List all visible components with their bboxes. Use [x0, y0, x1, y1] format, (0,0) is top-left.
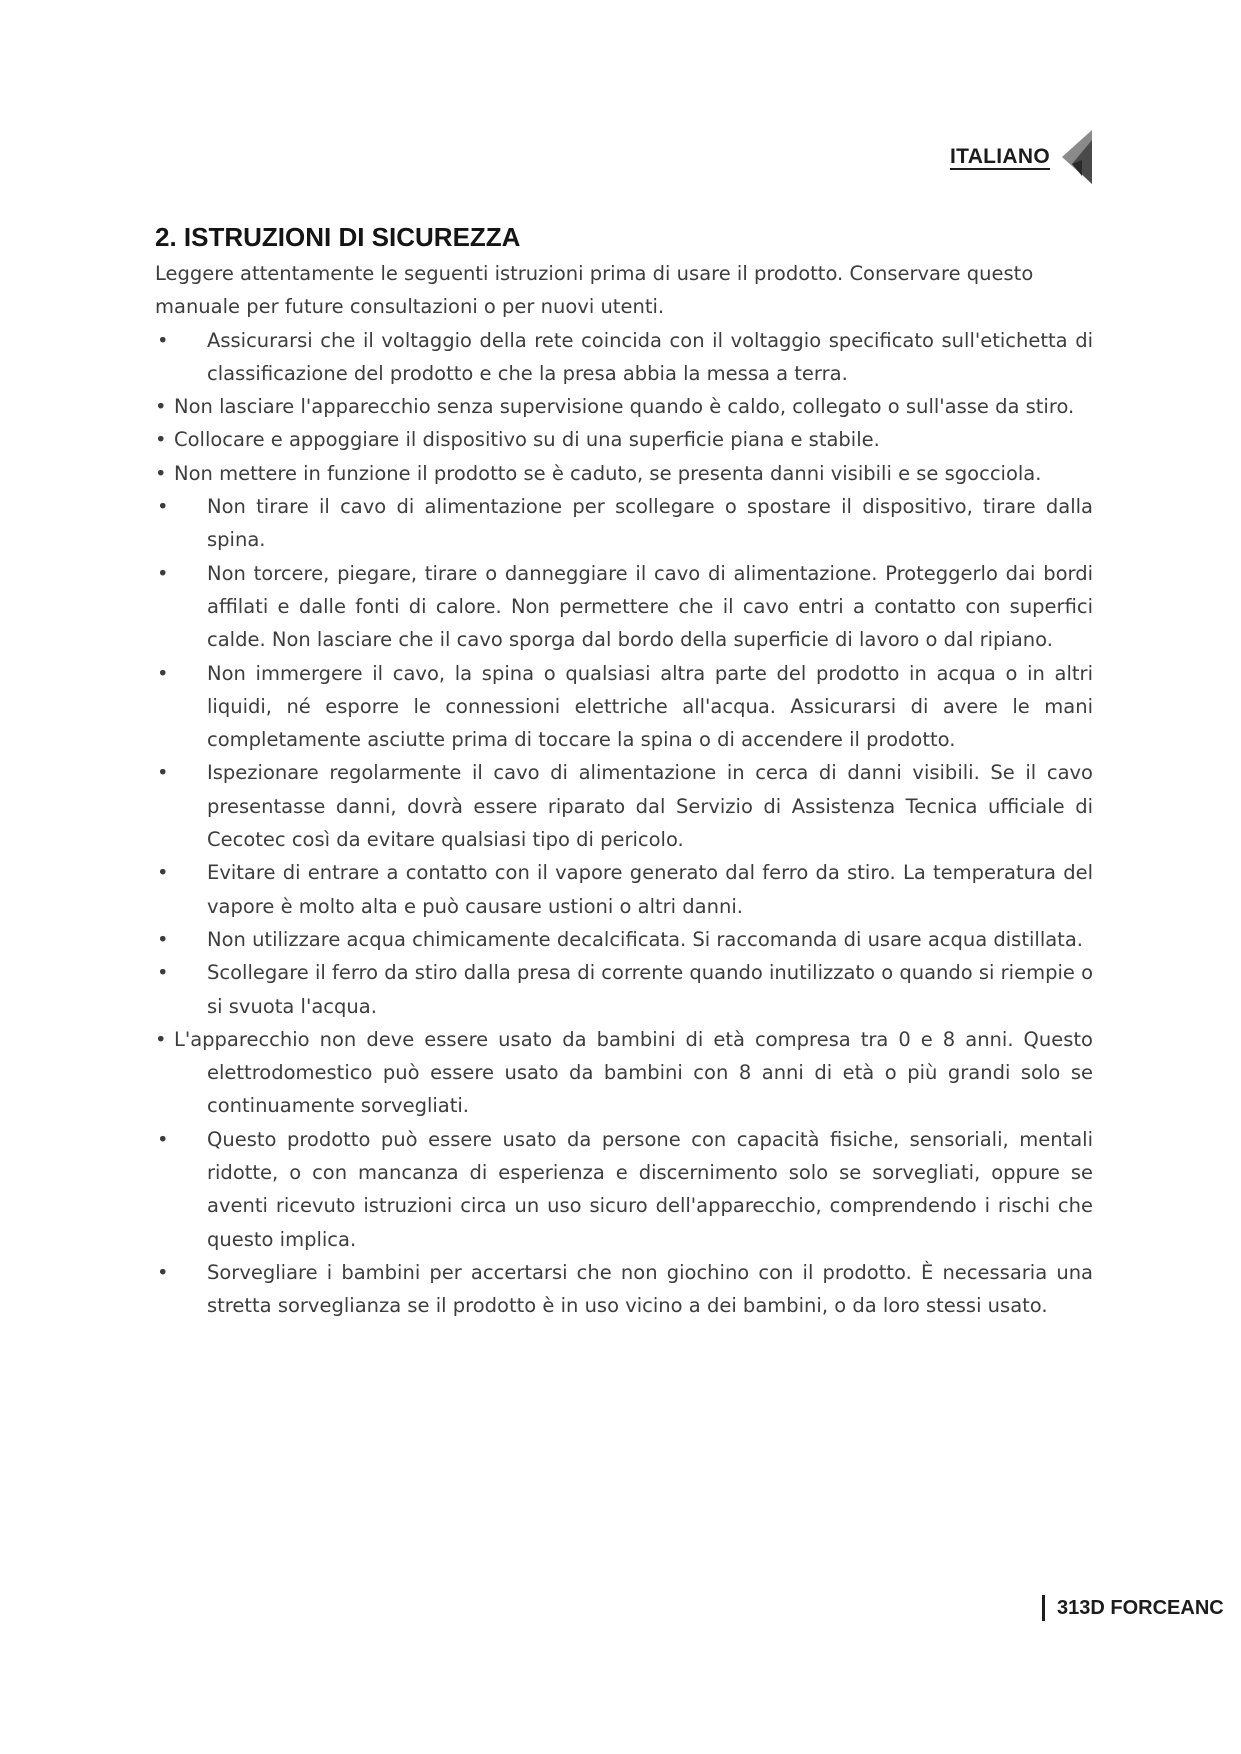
bullet-glyph: •	[155, 395, 167, 419]
bullet-glyph: •	[157, 1260, 169, 1284]
list-item-text: L'apparecchio non deve essere usato da bambini di età compresa tra 0 e 8 anni. Questo elettrodomestico può essere usato da bambini con 8 anni di età o più grandi solo se continuamente sorvegliati.	[174, 1027, 1093, 1118]
list-item-text: Non torcere, piegare, tirare o danneggiare il cavo di alimentazione. Proteggerlo dai bordi affilati e dalle fonti di calore. Non permettere che il cavo entri a contatto con superfici calde. Non lasciare che il cavo sporga dal bordo della superficie di lavoro o dal ripiano.	[207, 561, 1093, 652]
list-item	[155, 390, 1093, 423]
list-item-text: Non lasciare l'apparecchio senza supervisione quando è caldo, collegato o sull'asse da stiro.	[174, 395, 1075, 419]
list-item-text: Sorvegliare i bambini per accertarsi che non giochino con il prodotto. È necessaria una stretta sorveglianza se il prodotto è in uso vicino a dei bambini, o da loro stessi usato.	[207, 1260, 1093, 1318]
list-item	[155, 557, 1093, 657]
safety-list	[155, 324, 1093, 1323]
list-item	[155, 756, 1093, 856]
list-item	[155, 1023, 1093, 1123]
list-item	[155, 1123, 1093, 1256]
list-item-text: Scollegare il ferro da stiro dalla presa di corrente quando inutilizzato o quando si riempie o si svuota l'acqua.	[207, 961, 1094, 1018]
bullet-glyph: •	[155, 461, 167, 485]
bullet-glyph: •	[157, 761, 169, 785]
list-item-text: Questo prodotto può essere usato da persone con capacità fisiche, sensoriali, mentali ridotte, o con mancanza di esperienza e discernimento solo se sorvegliati, oppure se aventi ricevuto istruzioni circa un uso sicuro dell'apparecchio, comprendendo i rischi che questo implica.	[207, 1127, 1093, 1251]
bullet-glyph: •	[155, 428, 167, 452]
list-item-text: Evitare di entrare a contatto con il vapore generato dal ferro da stiro. La temperatura del vapore è molto alta e può causare ustioni o altri danni.	[207, 861, 1093, 918]
list-item-text: Collocare e appoggiare il dispositivo su di una superficie piana e stabile.	[174, 428, 880, 452]
language-label: ITALIANO	[950, 145, 1050, 168]
list-item	[155, 457, 1093, 490]
bullet-glyph: •	[157, 961, 169, 985]
list-item-text: Assicurarsi che il voltaggio della rete coincida con il voltaggio specificato sull'etichetta di classificazione del prodotto e che la presa abbia la messa a terra.	[207, 328, 1093, 385]
triangle-tab-icon	[1060, 130, 1094, 184]
footer-product-name: 313D FORCEANC	[1057, 1596, 1224, 1619]
list-item	[155, 657, 1093, 757]
page-footer	[1042, 1595, 1241, 1621]
safety-instructions	[155, 257, 1093, 1323]
bullet-glyph: •	[155, 1027, 167, 1051]
list-item-text: Non utilizzare acqua chimicamente decalcificata. Si raccomanda di usare acqua distillata.	[207, 927, 1083, 951]
intro-paragraph: Leggere attentamente le seguenti istruzioni prima di usare il prodotto. Conservare questo manuale per future consultazioni o per nuovi utenti.	[155, 262, 1034, 319]
bullet-glyph: •	[157, 495, 169, 519]
list-item	[155, 1256, 1093, 1323]
footer-divider	[1042, 1595, 1045, 1621]
list-item	[155, 423, 1093, 456]
list-item	[155, 324, 1093, 391]
list-item-text: Non tirare il cavo di alimentazione per scollegare o spostare il dispositivo, tirare dalla spina.	[207, 495, 1093, 552]
bullet-glyph: •	[157, 861, 169, 885]
list-item	[155, 856, 1093, 923]
list-item	[155, 490, 1093, 557]
bullet-glyph: •	[157, 1127, 169, 1151]
list-item-text: Non mettere in funzione il prodotto se è caduto, se presenta danni visibili e se sgocciola.	[174, 461, 1042, 485]
bullet-glyph: •	[157, 561, 169, 585]
language-header	[950, 130, 1094, 184]
bullet-glyph: •	[157, 328, 169, 352]
list-item	[155, 956, 1093, 1023]
bullet-glyph: •	[157, 927, 169, 951]
bullet-glyph: •	[157, 661, 169, 685]
list-item-text: Ispezionare regolarmente il cavo di alimentazione in cerca di danni visibili. Se il cavo presentasse danni, dovrà essere riparato dal Servizio di Assistenza Tecnica ufficiale di Cecotec così da evitare qualsiasi tipo di pericolo.	[207, 761, 1093, 852]
list-item	[155, 923, 1093, 956]
section-title: 2. ISTRUZIONI DI SICUREZZA	[155, 222, 521, 252]
list-item-text: Non immergere il cavo, la spina o qualsiasi altra parte del prodotto in acqua o in altri liquidi, né esporre le connessioni elettriche all'acqua. Assicurarsi di avere le mani completamente asciutte prima di toccare la spina o di accendere il prodotto.	[207, 661, 1093, 752]
